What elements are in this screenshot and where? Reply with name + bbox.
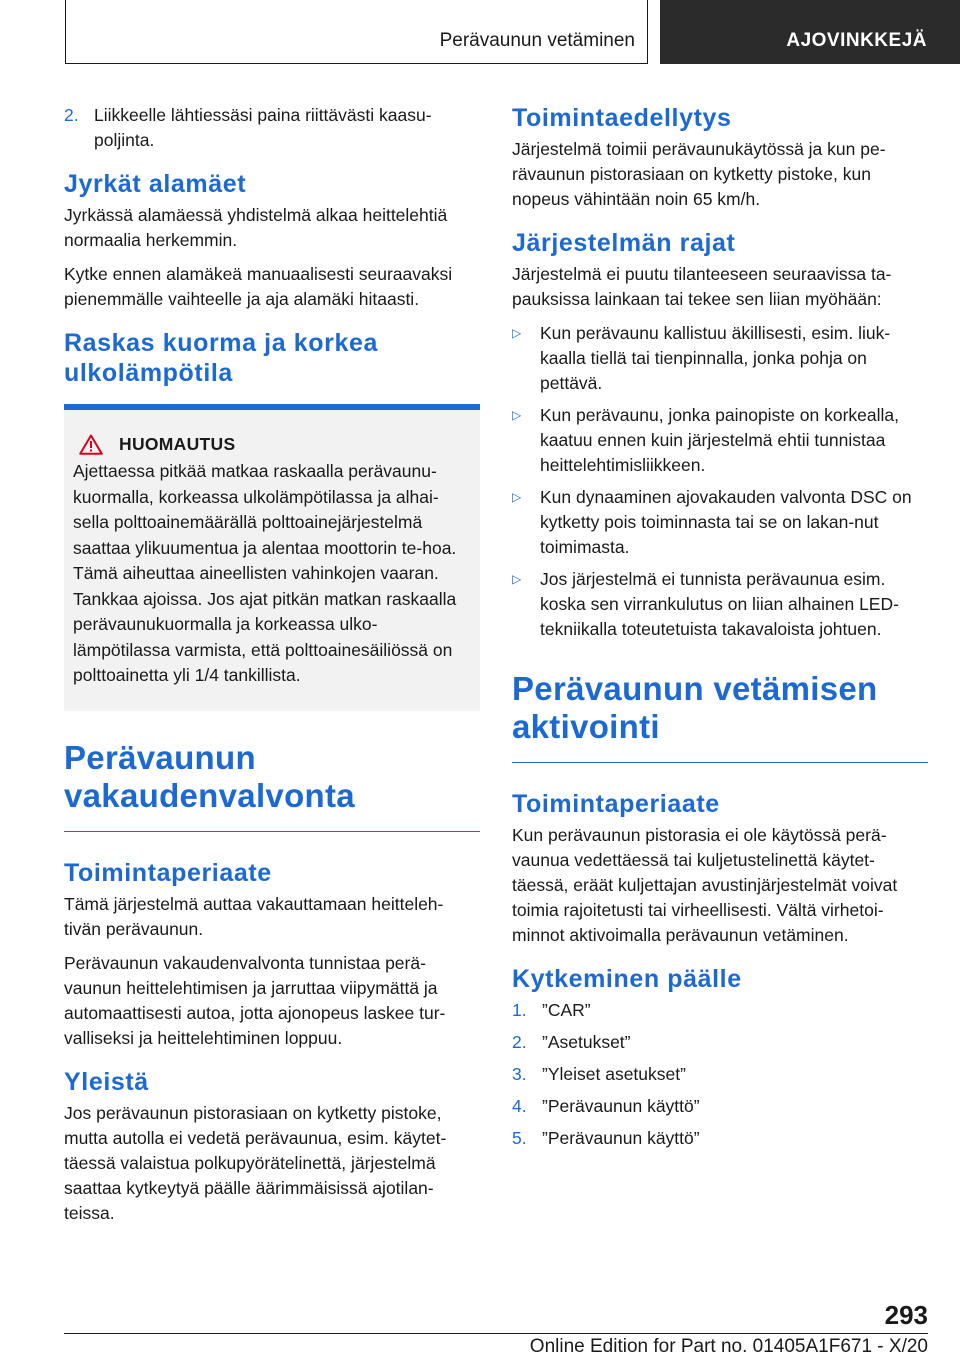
step-item xyxy=(512,1030,928,1055)
step-number: 4. xyxy=(512,1096,527,1116)
left-column xyxy=(64,103,480,1235)
list-item xyxy=(512,321,928,396)
triangle-bullet-icon: ▷ xyxy=(512,490,522,504)
list-item-text: Kun perävaunu kallistuu äkillisesti, esim. liuk-kaalla tiellä tai tienpinnalla, jonka pohja on pettävä. xyxy=(540,323,891,393)
step-item xyxy=(512,998,928,1023)
activation-heading: Perävaunun vetämisen aktivointi xyxy=(512,670,878,745)
prerequisite-paragraph: Järjestelmä toimii perävaunukäytössä ja kun pe-rävaunun pistorasiaan on kytketty pistoke, kun nopeus vähintään noin 65 km/h. xyxy=(512,139,886,209)
switch-on-heading: Kytkeminen päälle xyxy=(512,965,742,993)
step-text: ”Yleiset asetukset” xyxy=(542,1064,686,1084)
general-paragraph: Jos perävaunun pistorasiaan on kytketty pistoke, mutta autolla ei vedetä perävaunua, esim. käytet-täessä valaistua polkupyörätelinettä, järjestelmä saattaa kytkeytyä päälle äärimmäisissä ajotilan-teissa. xyxy=(64,1102,447,1223)
limits-heading: Järjestelmän rajat xyxy=(512,229,736,257)
list-item xyxy=(512,403,928,478)
stability-heading: Perävaunun vakaudenvalvonta xyxy=(64,738,355,814)
step-text: ”Perävaunun käyttö” xyxy=(542,1128,700,1148)
triangle-bullet-icon: ▷ xyxy=(512,408,522,422)
triangle-bullet-icon: ▷ xyxy=(512,572,522,586)
step-item xyxy=(512,1126,928,1151)
section-title: Perävaunun vetäminen xyxy=(439,30,635,51)
chapter-tab-label: AJOVINKKEJÄ xyxy=(786,30,927,51)
prerequisite-heading: Toimintaedellytys xyxy=(512,104,732,132)
section-divider xyxy=(512,762,928,763)
chapter-tab xyxy=(660,0,960,64)
notice-text: Ajettaessa pitkää matkaa raskaalla perävaunu-kuormalla, korkeassa ulkolämpötilassa ja alhai-sella polttoainemäärällä polttoainejärjestelmä saattaa ylikuumentua ja alentaa moottorin te-hoa. Tämä aiheuttaa aineellisten vahinkojen vaaran. Tankkaa ajoissa. Jos ajat pitkän matkan raskaalla perävaunukuormalla ja korkeassa ulko-lämpötilassa varmista, että polttoainesäiliössä on polttoainetta yli 1/4 tankillista. xyxy=(73,461,457,685)
steep-paragraph-1: Jyrkässä alamäessä yhdistelmä alkaa heittelehtiä normaalia herkemmin. xyxy=(64,205,448,250)
principle-paragraph-2: Perävaunun vakaudenvalvonta tunnistaa perä-vaunun heittelehtimisen ja jarruttaa viipymättä ja automaattisesti autoa, jotta ajonopeus laskee tur-valliseksi ja heittelehtiminen loppuu. xyxy=(64,952,446,1048)
list-item-text: Jos järjestelmä ei tunnista perävaunua esim. koska sen virrankulutus on liian alhainen LED-tekniikalla toteutetuista takavaloista johtuen. xyxy=(540,569,899,639)
general-heading: Yleistä xyxy=(64,1067,149,1096)
step-text: ”Asetukset” xyxy=(542,1032,631,1052)
steep-downhill-heading: Jyrkät alamäet xyxy=(64,170,247,198)
notice-box xyxy=(64,404,480,711)
heavy-load-heading: Raskas kuorma ja korkea ulkolämpötila xyxy=(64,329,378,387)
step-text: ”CAR” xyxy=(542,1000,591,1020)
step-text: ”Perävaunun käyttö” xyxy=(542,1096,700,1116)
notice-header xyxy=(73,434,470,455)
principle-paragraph: Kun perävaunun pistorasia ei ole käytössä perä-vaunua vedettäessä tai kuljetustelinettä käytet-täessä, eräät kuljettajan avustinjärjestelmät voivat toimia rajoitetusti tai virheellisesti. Vältä virhetoi-minnot aktivoimalla perävaunun vetäminen. xyxy=(512,825,898,945)
principle-heading: Toimintaperiaate xyxy=(64,858,272,887)
principle-paragraph-1: Tämä järjestelmä auttaa vakauttamaan heitteleh-tivän perävaunun. xyxy=(64,893,444,939)
step-number: 2. xyxy=(64,105,79,125)
triangle-bullet-icon: ▷ xyxy=(512,326,522,340)
list-item xyxy=(512,567,928,642)
warning-triangle-icon xyxy=(79,434,103,455)
list-item xyxy=(512,485,928,560)
step-item xyxy=(512,1094,928,1119)
right-column xyxy=(512,103,928,1158)
step-number: 2. xyxy=(512,1032,527,1052)
footer-rule xyxy=(64,1333,928,1334)
limits-paragraph: Järjestelmä ei puutu tilanteeseen seuraavissa ta-pauksissa lainkaan tai tekee sen liian myöhään: xyxy=(512,264,892,309)
step-number: 3. xyxy=(512,1064,527,1084)
header-section-box xyxy=(65,0,648,64)
step-number: 1. xyxy=(512,1000,527,1020)
steep-paragraph-2: Kytke ennen alamäkeä manuaalisesti seuraavaksi pienemmälle vaihteelle ja aja alamäki hitaasti. xyxy=(64,264,453,309)
page-number: 293 xyxy=(884,1300,928,1330)
notice-title: HUOMAUTUS xyxy=(119,434,236,454)
step-number: 5. xyxy=(512,1128,527,1148)
section-divider xyxy=(64,831,480,832)
step-text: Liikkeelle lähtiessäsi paina riittävästi kaasu-poljinta. xyxy=(94,105,432,150)
step-item xyxy=(64,103,480,153)
principle-heading: Toimintaperiaate xyxy=(512,790,720,818)
list-item-text: Kun dynaaminen ajovakauden valvonta DSC on kytketty pois toiminnasta tai se on lakan-nut toimimasta. xyxy=(540,487,912,557)
list-item-text: Kun perävaunu, jonka painopiste on korkealla, kaatuu ennen kuin järjestelmä ehtii tunnistaa heittelehtimisliikkeen. xyxy=(540,405,899,475)
step-item xyxy=(512,1062,928,1087)
edition-footer: Online Edition for Part no. 01405A1F671 - X/20 xyxy=(529,1336,928,1357)
